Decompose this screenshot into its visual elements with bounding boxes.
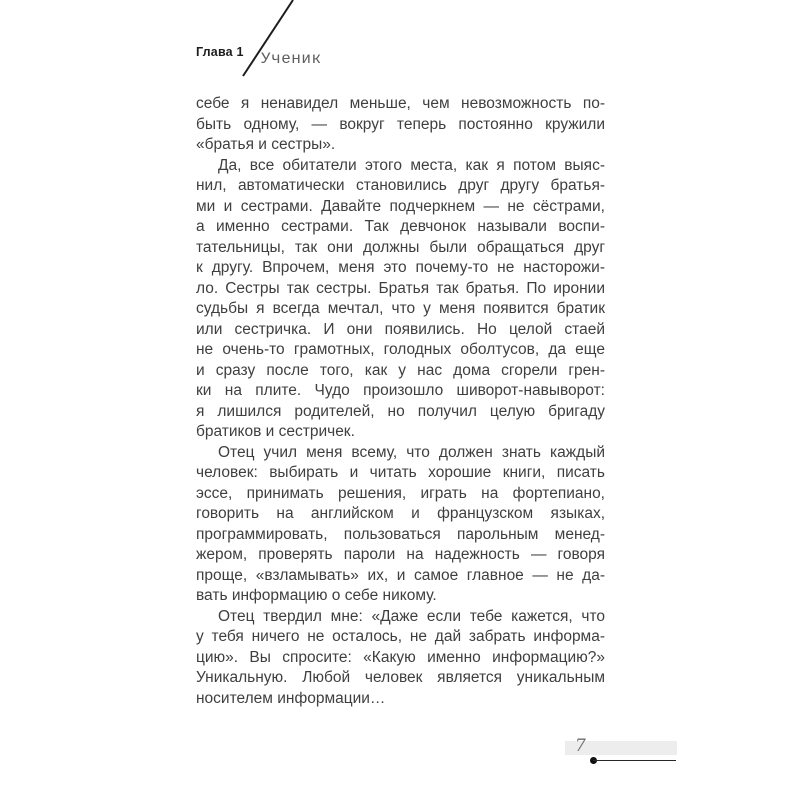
text-line: не очень-то грамотных, голодных оболтусов, да еще — [196, 341, 605, 358]
text-line: Отец учил меня всему, что должен знать каждый — [218, 443, 605, 461]
chapter-title: Ученик — [261, 50, 322, 68]
text-line: тательницы, так они должны были обращаться друг — [196, 238, 605, 256]
text-line: «братья и сестры». — [196, 136, 336, 153]
text-line: жером, проверять пароли на надежность — говоря — [196, 546, 605, 563]
text-line: себе я ненавидел меньше, чем невозможность по- — [196, 95, 605, 112]
text-line: братиков и сестричек. — [196, 423, 355, 440]
text-line: и сразу после того, как у нас дома сгорели грен- — [196, 361, 605, 379]
text-line: ми и сестрами. Давайте подчеркнем — не сёстрами, — [196, 197, 605, 215]
text-line: цию». Вы спросите: «Какую именно информацию?» — [196, 648, 605, 666]
paragraph — [196, 156, 605, 443]
text-line: Уникальную. Любой человек является уникальным — [196, 669, 605, 686]
text-line: эссе, принимать решения, играть на фортепиано, — [196, 484, 605, 502]
text-line: ки на плите. Чудо произошло шиворот-навыворот: — [196, 382, 605, 399]
chapter-label: Глава 1 — [196, 45, 244, 59]
text-line: к другу. Впрочем, меня это почему-то не насторожи- — [196, 259, 605, 276]
text-line: быть одному, — вокруг теперь постоянно кружили — [196, 115, 605, 133]
text-line: проще, «взламывать» их, и самое главное — не да- — [196, 566, 605, 584]
footer-rule — [593, 760, 676, 762]
text-line: судьбы я всегда мечтал, что у меня появится братик — [196, 300, 605, 317]
paragraph — [196, 94, 605, 156]
page-number: 7 — [575, 736, 586, 756]
text-line: человек: выбирать и читать хорошие книги, писать — [196, 464, 605, 481]
text-line: а именно сестрами. Так девчонок называли воспи- — [196, 218, 605, 235]
paragraph — [196, 443, 605, 607]
text-line: нил, автоматически становились друг другу братья- — [196, 177, 605, 194]
text-line: ло. Сестры так сестры. Братья так братья. По иронии — [196, 279, 605, 297]
text-line: Отец твердил мне: «Даже если тебе кажется, что — [218, 607, 605, 625]
page-text — [196, 94, 605, 709]
text-line: или сестричка. И они появились. Но целой стаей — [196, 320, 605, 338]
text-line: говорить на английском и французском языках, — [196, 505, 605, 522]
text-line: вать информацию о себе никому. — [196, 587, 437, 604]
text-line: носителем информации… — [196, 689, 386, 707]
text-line: у тебя ничего не осталось, не дай забрать информа- — [196, 628, 605, 645]
paragraph — [196, 607, 605, 710]
text-line: программировать, пользоваться парольным менед- — [196, 525, 605, 543]
text-line: я лишился родителей, но получил целую бригаду — [196, 402, 605, 420]
text-line: Да, все обитатели этого места, как я потом выяс- — [218, 156, 605, 174]
